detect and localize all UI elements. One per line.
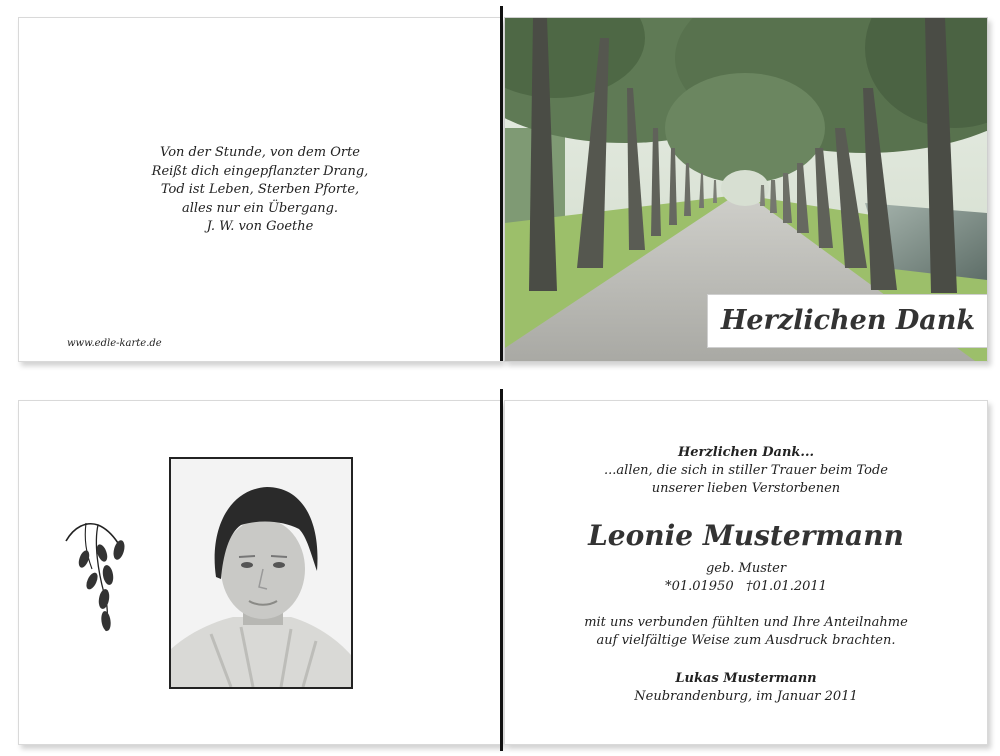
portrait-panel — [18, 400, 502, 745]
message-panel — [504, 400, 988, 745]
message-heading: Herzlichen Dank... — [677, 445, 814, 460]
signer-name: Lukas Mustermann — [675, 671, 817, 686]
fold-divider-bottom — [500, 389, 503, 751]
website-label: www.edle-karte.de — [67, 338, 162, 349]
maiden-name: geb. Muster — [705, 561, 787, 576]
fold-divider-top — [500, 6, 503, 361]
intro-line: unserer lieben Verstorbenen — [651, 481, 841, 496]
body-line: mit uns verbunden fühlten und Ihre Anteilnahme — [584, 615, 908, 630]
card-title: Herzlichen Dank — [720, 305, 976, 336]
poem-line: Tod ist Leben, Sterben Pforte, — [160, 182, 360, 197]
poem-text — [19, 144, 501, 237]
portrait-frame — [169, 457, 353, 689]
place-date: Neubrandenburg, im Januar 2011 — [634, 689, 858, 704]
title-box — [707, 294, 988, 348]
poem-panel — [18, 17, 502, 362]
poem-line: Reißt dich eingepflanzter Drang, — [151, 163, 369, 179]
cover-photo-panel — [504, 17, 988, 362]
intro-line: ...allen, die sich in stiller Trauer beim Tode — [604, 463, 888, 478]
leaf-branch-icon — [64, 513, 126, 633]
portrait-photo — [171, 459, 351, 687]
life-dates: *01.01950 †01.01.2011 — [665, 579, 827, 594]
body-line: auf vielfältige Weise zum Ausdruck brachten. — [596, 633, 896, 648]
deceased-name: Leonie Mustermann — [588, 519, 904, 552]
poem-line: Von der Stunde, von dem Orte — [160, 145, 360, 160]
poem-line: alles nur ein Übergang. — [181, 200, 339, 216]
poem-author: J. W. von Goethe — [206, 219, 314, 234]
